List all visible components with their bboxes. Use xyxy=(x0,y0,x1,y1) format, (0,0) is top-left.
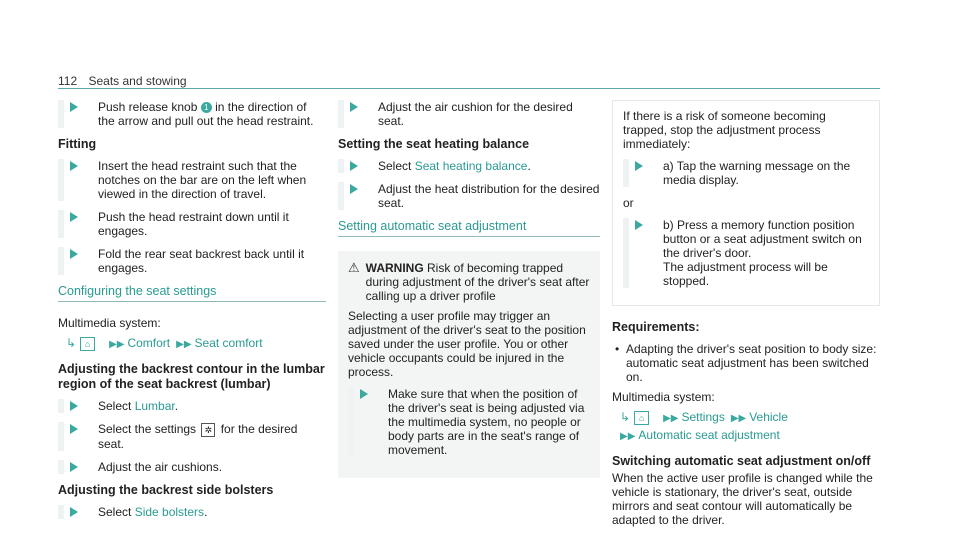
section-title: Seats and stowing xyxy=(88,74,187,88)
page-header xyxy=(58,74,187,88)
step-press-memory: b) Press a memory function position button or a seat adjustment switch on the driver's door. The adjustment process will be stopped. xyxy=(623,218,869,288)
heading-requirements: Requirements: xyxy=(612,320,700,334)
step-arrow-icon xyxy=(70,424,78,434)
callout-number-icon: 1 xyxy=(201,102,212,113)
step-fold: Fold the rear seat backrest back until it engages. xyxy=(58,247,326,275)
link-lumbar[interactable]: Lumbar xyxy=(134,399,175,413)
page-number: 112 xyxy=(58,74,78,88)
step-arrow-icon xyxy=(350,184,358,194)
menu-path xyxy=(66,336,326,352)
chevron-icon: ▶▶ xyxy=(620,431,636,442)
menu-path xyxy=(620,410,880,426)
step-insert: Insert the head restraint such that the notches on the bar are on the left when viewed in the direction of travel. xyxy=(58,159,326,201)
step-arrow-icon xyxy=(70,401,78,411)
step-arrow-icon xyxy=(70,507,78,517)
step-adjust-air: Adjust the air cushions. xyxy=(58,460,326,474)
path-comfort[interactable]: Comfort xyxy=(127,336,171,350)
multimedia-label: Multimedia system: xyxy=(58,316,161,330)
heading-fitting: Fitting xyxy=(58,137,97,151)
path-seat-comfort[interactable]: Seat comfort xyxy=(194,336,263,350)
step-select-heating: Select Seat heating balance. xyxy=(338,159,600,173)
heading-bolsters: Adjusting the backrest side bolsters xyxy=(58,482,274,497)
warning-triangle-icon: ⚠ xyxy=(348,260,360,275)
enter-icon: ↳ xyxy=(620,410,631,424)
requirement-item: • Adapting the driver's seat position to body size: automatic seat adjustment has been switched on. xyxy=(612,342,880,384)
step-arrow-icon xyxy=(70,161,78,171)
step-arrow-icon xyxy=(635,161,643,171)
column-2 xyxy=(338,100,600,484)
warning-step: Make sure that when the position of the driver's seat is being adjusted via the multimedia system, no people or body parts are in the seat's range of movement. xyxy=(348,387,590,457)
or-text: or xyxy=(623,196,634,210)
step-arrow-icon xyxy=(350,161,358,171)
heading-switching: Switching automatic seat adjustment on/off xyxy=(612,454,871,468)
step-arrow-icon xyxy=(70,102,78,112)
heading-configuring: Configuring the seat settings xyxy=(58,284,326,302)
switch-text: When the active user profile is changed while the vehicle is stationary, the driver's seat, outside mirrors and seat contour will automatically be adapted to the driver. xyxy=(612,471,873,527)
step-arrow-icon xyxy=(350,102,358,112)
column-1 xyxy=(58,100,326,528)
link-side-bolsters[interactable]: Side bolsters xyxy=(134,504,205,519)
step-arrow-icon xyxy=(70,462,78,472)
path-automatic-seat-adjustment[interactable]: Automatic seat adjustment xyxy=(638,428,780,442)
step-arrow-icon xyxy=(70,212,78,222)
home-icon[interactable]: ⌂ xyxy=(80,337,95,351)
chevron-icon: ▶▶ xyxy=(663,413,679,424)
chevron-icon: ▶▶ xyxy=(109,339,125,350)
step-push-down: Push the head restraint down until it engages. xyxy=(58,210,326,238)
path-settings[interactable]: Settings xyxy=(681,410,725,424)
multimedia-label: Multimedia system: xyxy=(612,390,715,404)
warning-box xyxy=(338,251,600,478)
warning-label: WARNING xyxy=(365,261,424,275)
chevron-icon: ▶▶ xyxy=(176,339,192,350)
settings-gear-icon: ✲ xyxy=(201,423,215,437)
step-arrow-icon xyxy=(360,389,368,399)
step-adjust-heat: Adjust the heat distribution for the desired seat. xyxy=(338,182,600,210)
header-divider xyxy=(58,88,880,89)
heading-lumbar: Adjusting the backrest contour in the lumbar region of the seat backrest (lumbar) xyxy=(58,362,325,391)
warning-body: Selecting a user profile may trigger an adjustment of the driver's seat to the position saved under the user profile. You or other vehicle occupants could be injured in the process. xyxy=(348,309,586,379)
step-adjust-cushion: Adjust the air cushion for the desired seat. xyxy=(338,100,600,128)
step-push-release: Push release knob 1 in the direction of the arrow and pull out the head restraint. xyxy=(58,100,326,128)
warning-heading: Risk of becoming trapped during adjustment of the driver's seat after calling up a driver profile xyxy=(365,261,590,303)
info-text: If there is a risk of someone becoming trapped, stop the adjustment process immediately: xyxy=(623,109,826,151)
column-3 xyxy=(612,100,880,533)
enter-icon: ↳ xyxy=(66,336,77,350)
step-select-lumbar: Select Lumbar. xyxy=(58,399,326,413)
step-select-bolsters: Select Side bolsters. xyxy=(58,505,326,519)
step-arrow-icon xyxy=(635,220,643,230)
heading-automatic-adjustment: Setting automatic seat adjustment xyxy=(338,219,600,237)
menu-path-2 xyxy=(620,428,880,444)
step-tap-warning: a) Tap the warning message on the media display. xyxy=(623,159,869,187)
home-icon[interactable]: ⌂ xyxy=(634,411,649,425)
info-box xyxy=(612,100,880,306)
step-arrow-icon xyxy=(70,249,78,259)
link-seat-heating-balance[interactable]: Seat heating balance xyxy=(414,159,528,173)
step-select-settings: Select the settings ✲ for the desired seat. xyxy=(58,422,326,451)
path-vehicle[interactable]: Vehicle xyxy=(749,410,788,424)
heading-heating: Setting the seat heating balance xyxy=(338,137,530,151)
chevron-icon: ▶▶ xyxy=(730,413,747,424)
